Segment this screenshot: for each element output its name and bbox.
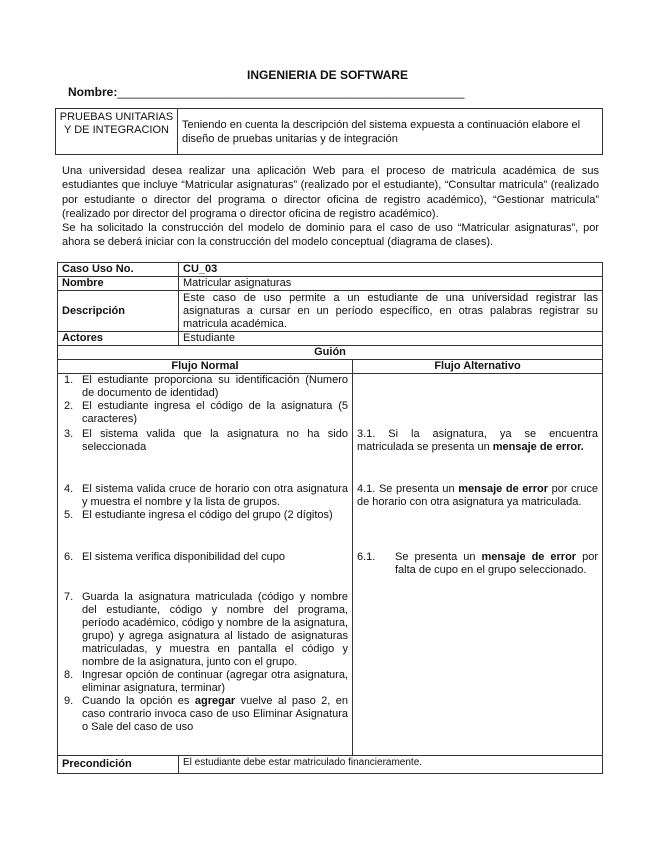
step: 7. Guarda la asignatura matriculada (código y nombre del estudiante, código y nombre del programa, período académico, código y nombre de la asignatura, grupo) y agrega asignatura al listado de asignaturas matriculadas, y muestra en pantalla el código y nombre de la asignatura, junto con el grupo. xyxy=(64,590,348,668)
steps-7-9 xyxy=(58,591,353,756)
intro-text: Teniendo en cuenta la descripción del sistema expuesta a continuación elabore el diseño de pruebas unitarias y de integración xyxy=(182,119,581,145)
alt-3-1: 3.1. Si la asignatura, ya se encuentra matriculada se presenta un mensaje de error. xyxy=(353,428,603,483)
name-blank-line: ____________________________________________________ xyxy=(117,85,465,99)
alt-empty xyxy=(353,374,603,428)
precondicion-value: El estudiante debe estar matriculado financieramente. xyxy=(179,756,603,774)
step: 8. Ingresar opción de continuar (agregar otra asignatura, eliminar asignatura, terminar) xyxy=(64,668,348,694)
flujo-normal-header: Flujo Normal xyxy=(58,360,353,374)
use-case-table xyxy=(57,262,603,774)
steps-1-2 xyxy=(58,374,353,428)
alt-4-1: 4.1. Se presenta un mensaje de error por cruce de horario con otra asignatura ya matriculada. xyxy=(353,483,603,551)
steps-6 xyxy=(58,551,353,591)
name-label: Nombre: xyxy=(68,85,118,99)
flujo-alternativo-header: Flujo Alternativo xyxy=(353,360,603,374)
nombre-label: Nombre xyxy=(58,277,179,291)
document-title: INGENIERIA DE SOFTWARE xyxy=(247,68,408,82)
step: 9. Cuando la opción es agregar vuelve al paso 2, en caso contrario invoca caso de uso Eliminar Asignatura o Sale del caso de uso xyxy=(64,694,348,733)
nombre-value: Matricular asignaturas xyxy=(179,277,603,291)
step: 1. El estudiante proporciona su identificación (Numero de documento de identidad) xyxy=(64,374,348,399)
step: 3. El sistema valida que la asignatura no ha sido seleccionada xyxy=(64,427,348,453)
intro-label: PRUEBAS UNITARIAS Y DE INTEGRACION xyxy=(56,109,178,154)
desc-value: Este caso de uso permite a un estudiante de una universidad registrar las asignaturas a cursar en un período específico, en otras palabras registrar su matricula académica. xyxy=(179,291,603,332)
alt-empty xyxy=(353,591,603,756)
step: 5. El estudiante ingresa el código del grupo (2 dígitos) xyxy=(64,508,333,521)
paragraph: Se ha solicitado la construcción del modelo de dominio para el caso de uso “Matricular asignaturas”, por ahora se deberá iniciar con la construcción del modelo conceptual (diagrama de clases). xyxy=(62,222,599,249)
name-field xyxy=(68,85,464,99)
caso-value: CU_03 xyxy=(179,263,603,277)
paragraph: Una universidad desea realizar una aplicación Web para el proceso de matricula académica de sus estudiantes que incluye “Matricular asignaturas” (realizado por el estudiante), “Consultar matricula” (realizado por estudiante o director del programa o director oficina de registro académico), “Gestionar matricula” (realizado por director del programa o director oficina de registro académico). xyxy=(62,165,599,220)
step: 2. El estudiante ingresa el código de la asignatura (5 caracteres) xyxy=(64,400,348,425)
desc-label: Descripción xyxy=(58,291,179,332)
caso-label: Caso Uso No. xyxy=(58,263,179,277)
actores-label: Actores xyxy=(58,332,179,346)
step: 6. El sistema verifica disponibilidad del cupo xyxy=(64,550,285,563)
description-paragraphs xyxy=(62,164,599,250)
precondicion-label: Precondición xyxy=(58,756,179,774)
alt-6-1: 6.1. Se presenta un mensaje de error por falta de cupo en el grupo seleccionado. xyxy=(353,551,603,591)
intro-box xyxy=(55,108,603,155)
guion-header: Guión xyxy=(58,346,603,360)
steps-4-5 xyxy=(58,483,353,551)
step: 4. El sistema valida cruce de horario con otra asignatura y muestra el nombre y la lista de grupos. xyxy=(64,482,348,508)
actores-value: Estudiante xyxy=(179,332,603,346)
steps-3 xyxy=(58,428,353,483)
